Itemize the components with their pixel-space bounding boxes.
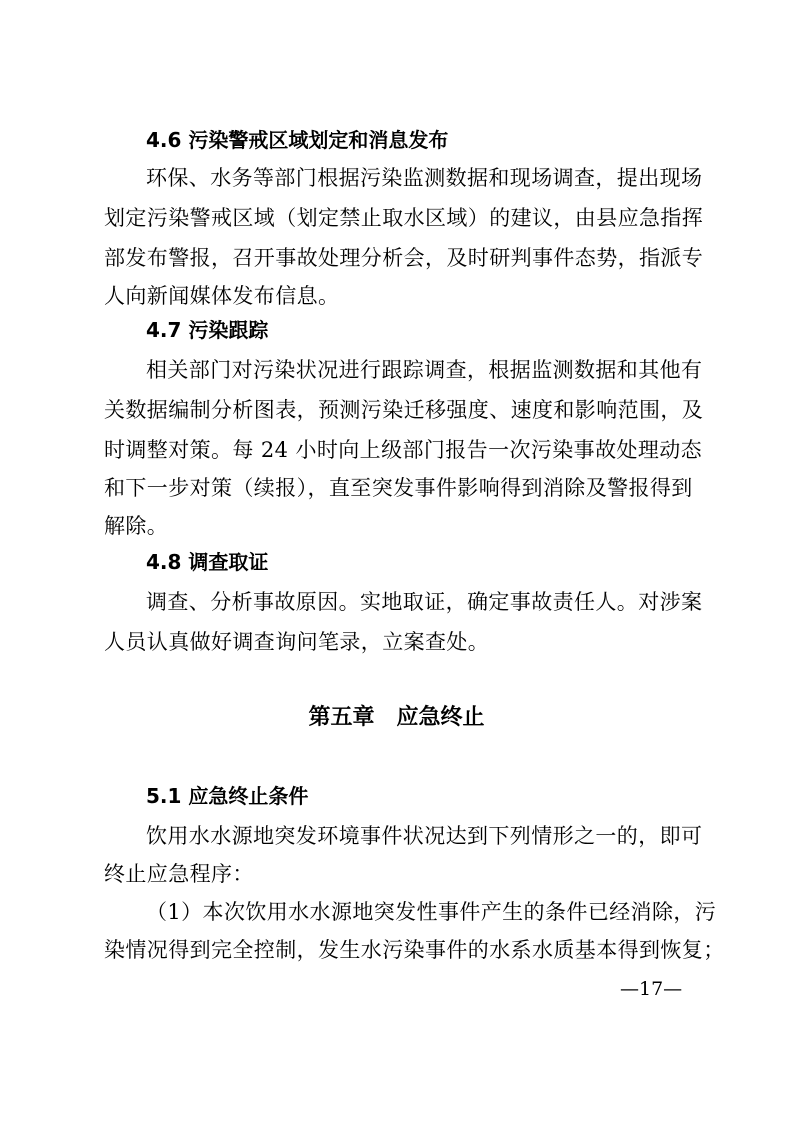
paragraph-line: 划定污染警戒区域（划定禁止取水区域）的建议，由县应急指挥: [104, 206, 704, 230]
paragraph-line: 饮用水水源地突发环境事件状况达到下列情形之一的，即可: [146, 824, 703, 848]
paragraph-line: 关数据编制分析图表，预测污染迁移强度、速度和影响范围，及: [104, 398, 704, 422]
paragraph-line: 相关部门对污染状况进行跟踪调查，根据监测数据和其他有: [146, 358, 703, 382]
section-heading-5-1: 5.1 应急终止条件: [146, 784, 309, 808]
section-heading-4-6: 4.6 污染警戒区域划定和消息发布: [146, 128, 449, 152]
paragraph-line: 人向新闻媒体发布信息。: [104, 284, 340, 308]
paragraph-line: （1）本次饮用水水源地突发性事件产生的条件已经消除，污: [146, 900, 717, 924]
paragraph-line: 染情况得到完全控制，发生水污染事件的水系水质基本得到恢复；: [104, 938, 725, 962]
page-number: —17—: [620, 978, 683, 1000]
paragraph-line: 部发布警报，召开事故处理分析会，及时研判事件态势，指派专: [104, 246, 704, 270]
paragraph-line: 调查、分析事故原因。实地取证，确定事故责任人。对涉案: [146, 590, 703, 614]
section-heading-4-8: 4.8 调查取证: [146, 550, 269, 574]
section-heading-4-7: 4.7 污染跟踪: [146, 318, 269, 342]
chapter-title: 第五章 应急终止: [308, 705, 485, 730]
paragraph-line: 环保、水务等部门根据污染监测数据和现场调查，提出现场: [146, 166, 703, 190]
paragraph-line: 时调整对策。每 24 小时向上级部门报告一次污染事故处理动态: [104, 438, 703, 462]
paragraph-line: 终止应急程序：: [104, 862, 254, 886]
paragraph-line: 和下一步对策（续报），直至突发事件影响得到消除及警报得到: [104, 476, 693, 500]
paragraph-line: 解除。: [104, 514, 169, 538]
paragraph-line: 人员认真做好调查询问笔录，立案查处。: [104, 630, 490, 654]
